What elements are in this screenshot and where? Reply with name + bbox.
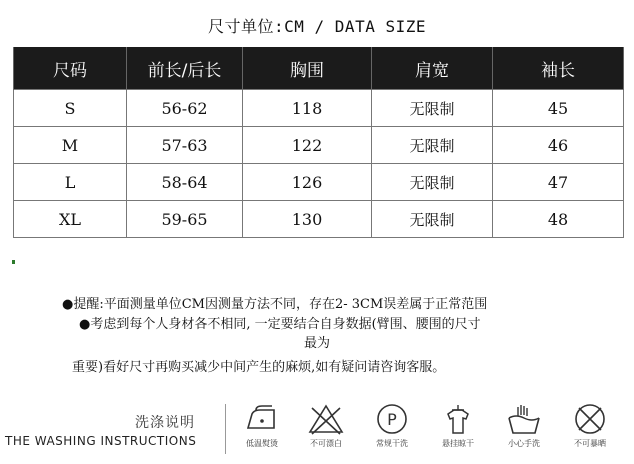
size-table [13, 47, 624, 238]
cell-shoulder: 无限制 [372, 127, 493, 164]
care-label: 悬挂晾干 [442, 439, 474, 448]
care-label: 不可漂白 [310, 439, 342, 448]
cell-length: 56-62 [127, 90, 243, 127]
dry-clean-icon [372, 402, 412, 436]
note-body-data-wrap: 最为 [303, 336, 330, 351]
care-item-handwash [495, 402, 553, 449]
care-label: 常规干洗 [376, 439, 408, 448]
washing-icons [233, 402, 633, 462]
care-label: 不可暴晒 [574, 439, 606, 448]
header-length: 前长/后长 [127, 47, 243, 90]
table-row [14, 164, 624, 201]
note-measurement-error: ●提醒:平面测量单位CM因测量方法不同，存在2- 3CM误差属于正常范围 [62, 297, 488, 312]
cell-shoulder: 无限制 [372, 201, 493, 238]
care-label: 低温熨烫 [246, 439, 278, 448]
cell-sleeve: 47 [493, 164, 624, 201]
hang-dry-icon [438, 402, 478, 436]
table-header-row [14, 47, 624, 90]
dry-clean-symbol: P [387, 410, 397, 429]
cell-size: S [14, 90, 127, 127]
note-body-data: ●考虑到每个人身材各不相同, 一定要结合自身数据(臂围、腰围的尺寸 [79, 317, 481, 332]
cell-sleeve: 45 [493, 90, 624, 127]
no-bleach-icon [306, 402, 346, 436]
cell-size: M [14, 127, 127, 164]
hand-wash-icon [504, 402, 544, 436]
header-sleeve: 袖长 [493, 47, 624, 90]
low-temperature-iron-icon [242, 402, 282, 436]
cell-size: L [14, 164, 127, 201]
note-contact-service: 重要)看好尺寸再购买减少中间产生的麻烦,如有疑问请咨询客服。 [72, 360, 446, 375]
care-label: 小心手洗 [508, 439, 540, 448]
header-shoulder: 肩宽 [372, 47, 493, 90]
table-row [14, 127, 624, 164]
header-chest: 胸围 [243, 47, 372, 90]
divider [225, 404, 226, 454]
cell-chest: 130 [243, 201, 372, 238]
table-row [14, 201, 624, 238]
washing-title-en: THE WASHING INSTRUCTIONS [5, 434, 197, 448]
decorative-speck [12, 260, 15, 264]
cell-chest: 126 [243, 164, 372, 201]
cell-shoulder: 无限制 [372, 164, 493, 201]
cell-size: XL [14, 201, 127, 238]
care-item-iron [233, 402, 291, 449]
cell-length: 59-65 [127, 201, 243, 238]
care-item-bleach [297, 402, 355, 449]
cell-shoulder: 无限制 [372, 90, 493, 127]
no-tumble-dry-icon [570, 402, 610, 436]
care-item-hang [429, 402, 487, 449]
cell-sleeve: 46 [493, 127, 624, 164]
cell-length: 58-64 [127, 164, 243, 201]
washing-title: 洗涤说明 [135, 415, 195, 431]
cell-sleeve: 48 [493, 201, 624, 238]
cell-chest: 118 [243, 90, 372, 127]
care-item-tumble [561, 402, 619, 449]
care-item-dryclean [363, 402, 421, 449]
table-row [14, 90, 624, 127]
size-chart-title: 尺寸单位:CM / DATA SIZE [208, 17, 426, 36]
header-size: 尺码 [14, 47, 127, 90]
cell-chest: 122 [243, 127, 372, 164]
cell-length: 57-63 [127, 127, 243, 164]
